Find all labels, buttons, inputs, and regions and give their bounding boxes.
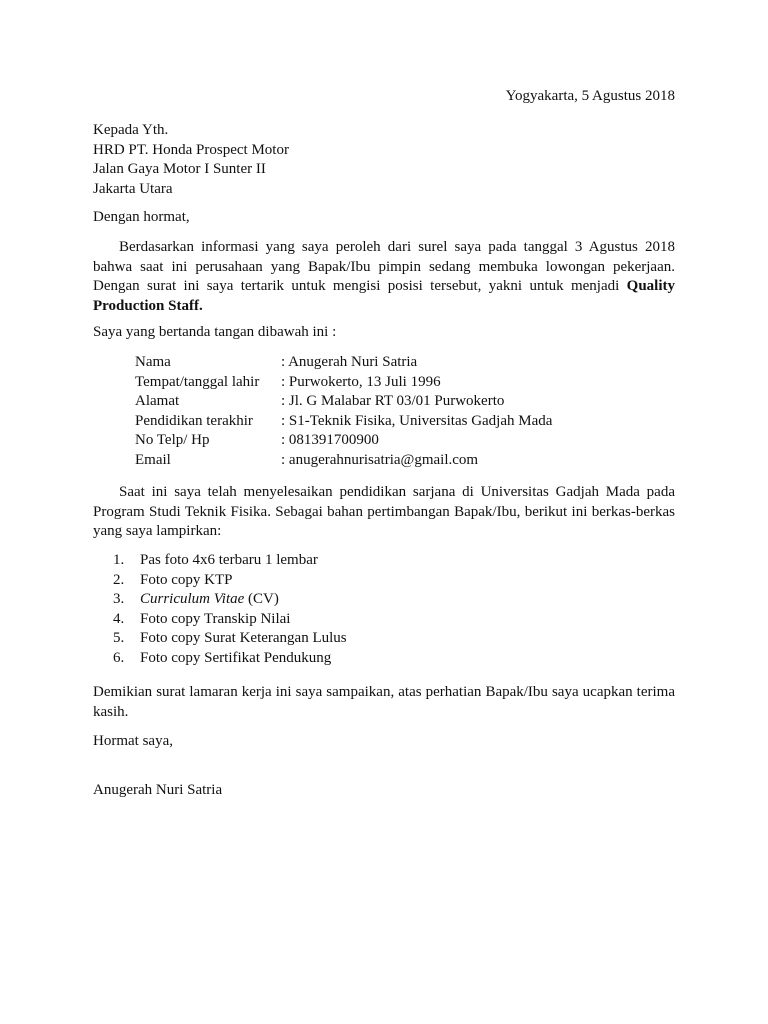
detail-row bbox=[135, 373, 552, 393]
list-text: Foto copy Sertifikat Pendukung bbox=[140, 649, 332, 666]
recipient-line: Jalan Gaya Motor I Sunter II bbox=[93, 161, 266, 177]
position-title: Quality Production Staff. bbox=[93, 278, 675, 314]
detail-value: : S1-Teknik Fisika, Universitas Gadjah Mada bbox=[281, 412, 553, 429]
list-item bbox=[113, 590, 347, 610]
detail-row bbox=[135, 431, 552, 451]
greeting: Dengan hormat, bbox=[93, 209, 190, 225]
detail-value: : anugerahnurisatria@gmail.com bbox=[281, 451, 479, 468]
recipient-line: Jakarta Utara bbox=[93, 180, 173, 197]
list-suffix: (CV) bbox=[244, 591, 279, 607]
list-number: 5. bbox=[113, 630, 125, 646]
education-paragraph: Saat ini saya telah menyelesaikan pendidikan sarjana di Universitas Gadjah Mada pada Program Studi Teknik Fisika. Sebagai bahan pertimbangan Bapak/Ibu, berikut ini berkas-berkas yang saya lampirkan: bbox=[93, 484, 675, 539]
list-text: Curriculum Vitae bbox=[140, 591, 245, 607]
detail-label: Pendidikan terakhir bbox=[135, 412, 253, 429]
detail-row bbox=[135, 392, 552, 412]
detail-value: : 081391700900 bbox=[281, 432, 379, 448]
list-text: Pas foto 4x6 terbaru 1 lembar bbox=[140, 552, 318, 568]
detail-value: : Jl. G Malabar RT 03/01 Purwokerto bbox=[281, 393, 505, 409]
list-item bbox=[113, 551, 347, 571]
detail-label: Tempat/tanggal lahir bbox=[135, 373, 260, 390]
list-text: Foto copy KTP bbox=[140, 571, 233, 588]
list-number: 2. bbox=[113, 571, 125, 588]
list-item bbox=[113, 610, 347, 630]
list-text: Foto copy Surat Keterangan Lulus bbox=[140, 630, 347, 646]
intro-line: Saya yang bertanda tangan dibawah ini : bbox=[93, 324, 337, 340]
list-number: 3. bbox=[113, 591, 125, 607]
detail-row bbox=[135, 412, 552, 432]
opening-paragraph-text: Berdasarkan informasi yang saya peroleh dari surel saya pada tanggal 3 Agustus 2018 bahwa saat ini perusahaan yang Bapak/Ibu pimpin sedang membuka lowongan pekerjaan. Dengan surat ini saya tertarik untuk mengisi posisi tersebut, yakni untuk menjadi bbox=[93, 239, 675, 294]
list-item bbox=[113, 571, 347, 591]
detail-label: Email bbox=[135, 451, 171, 468]
attachment-list bbox=[113, 551, 347, 668]
detail-label: Alamat bbox=[135, 393, 180, 409]
recipient-address bbox=[93, 121, 675, 199]
list-text: Foto copy Transkip Nilai bbox=[140, 610, 291, 627]
detail-row bbox=[135, 451, 552, 471]
place-date: Yogyakarta, 5 Agustus 2018 bbox=[505, 88, 675, 104]
signer-name: Anugerah Nuri Satria bbox=[93, 782, 223, 798]
list-number: 1. bbox=[113, 552, 125, 568]
detail-row bbox=[135, 353, 552, 373]
closing-paragraph: Demikian surat lamaran kerja ini saya sampaikan, atas perhatian Bapak/Ibu saya ucapkan terima kasih. bbox=[93, 684, 675, 720]
recipient-line: Kepada Yth. bbox=[93, 122, 169, 138]
list-number: 4. bbox=[113, 610, 125, 627]
list-number: 6. bbox=[113, 649, 125, 666]
list-item bbox=[113, 629, 347, 649]
opening-paragraph bbox=[93, 238, 675, 316]
list-item bbox=[113, 649, 347, 669]
recipient-line: HRD PT. Honda Prospect Motor bbox=[93, 141, 289, 158]
detail-label: No Telp/ Hp bbox=[135, 432, 210, 448]
detail-label: Nama bbox=[135, 354, 171, 370]
applicant-details bbox=[135, 353, 552, 470]
closing-salutation: Hormat saya, bbox=[93, 733, 173, 749]
detail-value: : Anugerah Nuri Satria bbox=[281, 354, 418, 370]
detail-value: : Purwokerto, 13 Juli 1996 bbox=[281, 373, 441, 390]
